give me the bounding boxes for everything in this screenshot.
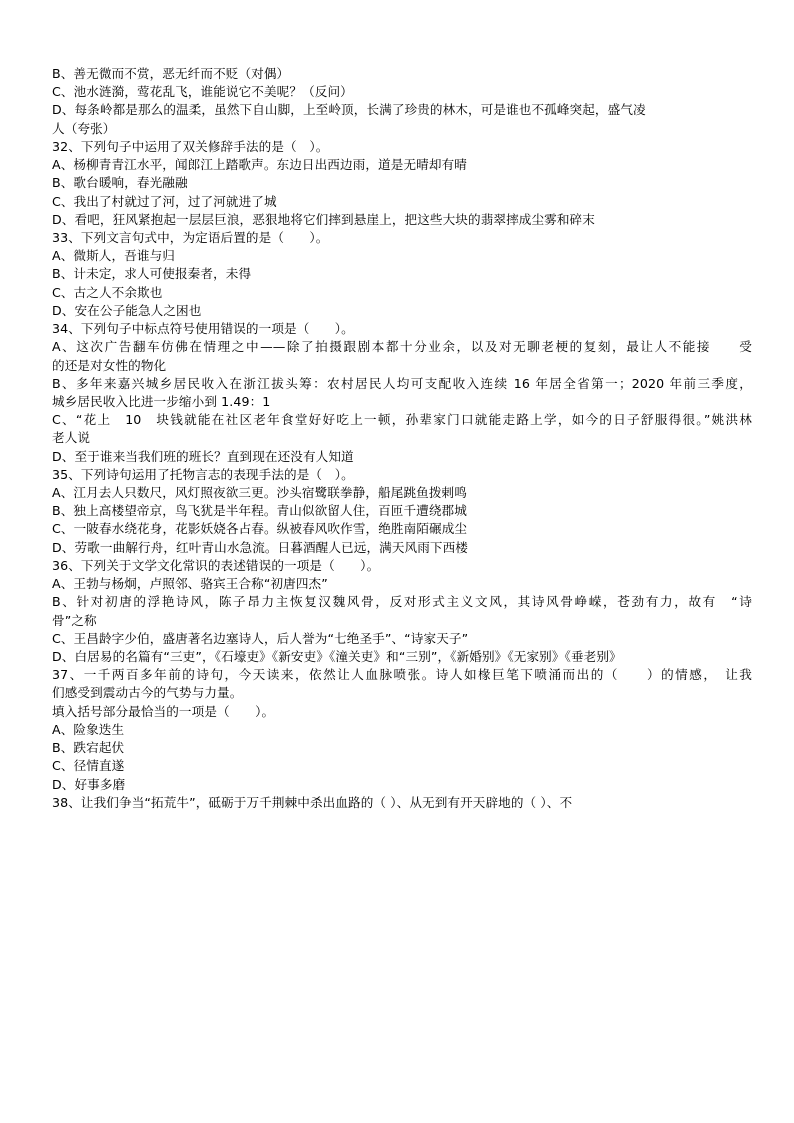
text-line: B、跌宕起伏	[52, 740, 125, 756]
text-line: A、江月去人只数尺，风灯照夜欲三更。沙头宿鹭联拳静，船尾跳鱼拨剌鸣	[52, 485, 467, 501]
text-line: D、白居易的名篇有“三吏”，《石壕吏》《新安吏》《潼关吏》和“三别”，《新婚别》《无家别》《垂老别》	[52, 649, 622, 664]
text-line: D、至于谁来当我们班的班长？直到现在还没有人知道	[52, 448, 354, 464]
text-line: D、安在公子能急人之困也	[52, 302, 202, 318]
text-line: D、劳歌一曲解行舟，红叶青山水急流。日暮酒醒人已远，满天风雨下西楼	[52, 539, 468, 555]
text-line: 老人说	[52, 430, 91, 446]
text-line: C、王昌龄字少伯，盛唐著名边塞诗人，后人誉为“七绝圣手”、“诗家天子”	[52, 630, 469, 646]
text-line: C、径情直遂	[52, 758, 125, 774]
text-line: D、好事多磨	[52, 776, 126, 792]
text-line: B、善无微而不赏，恶无纤而不贬（对偶）	[52, 66, 290, 81]
text-line: 填入括号部分最恰当的一项是（ ）。	[52, 703, 275, 719]
text-line: A、微斯人，吾谁与归	[52, 248, 175, 264]
text-line: C、池水涟漪，莺花乱飞，谁能说它不美呢？（反问）	[52, 84, 353, 100]
text-line: 32、下列句子中运用了双关修辞手法的是（ ）。	[52, 138, 329, 154]
text-line: 36、下列关于文学文化常识的表述错误的一项是（ ）。	[52, 557, 380, 573]
text-line: 38、让我们争当“拓荒牛”，砥砺于万千荆棘中杀出血路的（ ）、从无到有开天辟地的（ ）、不	[52, 794, 573, 810]
text-line: B、计未定，求人可使报秦者，未得	[52, 266, 252, 282]
text-line: 城乡居民收入比进一步缩小到 1.49：1	[52, 393, 271, 409]
text-line: 35、下列诗句运用了托物言志的表现手法的是（ ）。	[52, 466, 354, 482]
text-line: B、多年来嘉兴城乡居民收入在浙江拔头筹：农村居民人均可支配收入连续 16 年居全省第一；2020 年前三季度，	[52, 375, 752, 391]
text-line: 34、下列句子中标点符号使用错误的一项是（ ）。	[52, 321, 354, 337]
text-line: D、看吧，狂风紧抱起一层层巨浪，恶狠地将它们摔到悬崖上，把这些大块的翡翠摔成尘雾和碎末	[52, 211, 595, 227]
document-page	[52, 65, 752, 812]
text-line: 们感受到震动古今的气势与力量。	[52, 685, 243, 701]
text-line: 骨”之称	[52, 612, 97, 628]
text-line: B、独上高楼望帝京，鸟飞犹是半年程。青山似欲留人住，百匝千遭绕郡城	[52, 503, 467, 519]
text-line: 37、一千两百多年前的诗句，今天读来，依然让人血脉喷张。诗人如椽巨笔下喷涌而出的（ ）的情感， 让我	[52, 667, 752, 683]
text-line: C、我出了村就过了河，过了河就进了城	[52, 193, 277, 209]
text-line: A、险象迭生	[52, 721, 125, 737]
text-line: 33、下列文言句式中，为定语后置的是（ ）。	[52, 229, 329, 245]
text-line: B、歌台暖响，春光融融	[52, 175, 188, 191]
text-line: C、一陂春水绕花身，花影妖娆各占春。纵被春风吹作雪，绝胜南陌碾成尘	[52, 521, 468, 537]
text-line: A、杨柳青青江水平，闻郎江上踏歌声。东边日出西边雨，道是无晴却有晴	[52, 157, 467, 173]
text-line: 的还是对女性的物化	[52, 357, 167, 373]
text-line: C、古之人不余欺也	[52, 284, 163, 300]
text-line: C、“花上 10 块钱就能在社区老年食堂好好吃上一顿，孙辈家门口就能走路上学，如今的日子舒服得很。”姚洪林	[52, 412, 752, 428]
text-line: A、王勃与杨炯，卢照邻、骆宾王合称“初唐四杰”	[52, 576, 328, 592]
text-line: B、针对初唐的浮艳诗风，陈子昂力主恢复汉魏风骨，反对形式主义文风，其诗风骨峥嵘，苍劲有力，故有 “诗	[52, 594, 752, 610]
text-line: 人（夸张）	[52, 120, 116, 136]
text-line: D、每条岭都是那么的温柔，虽然下自山脚，上至岭顶，长满了珍贵的林木，可是谁也不孤峰突起，盛气凌	[52, 102, 646, 118]
text-line: A、这次广告翻车仿佛在情理之中——除了拍摄跟剧本都十分业余，以及对无聊老梗的复刻，最让人不能接 受	[52, 339, 752, 355]
